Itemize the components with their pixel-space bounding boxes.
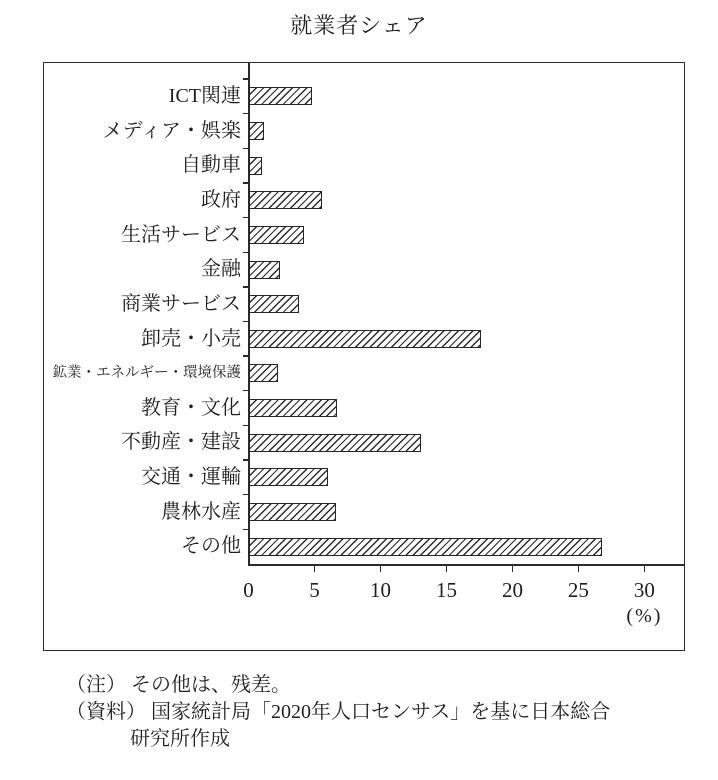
- bar-2: [249, 157, 262, 175]
- bar-10: [249, 434, 422, 452]
- bar-0: [249, 87, 312, 105]
- bar-8: [249, 364, 278, 382]
- bar-7: [249, 330, 481, 348]
- bar-6: [249, 295, 299, 313]
- category-label: 交通・運輸: [141, 466, 241, 489]
- y-axis-tick: [243, 182, 249, 183]
- x-tick-label: 10: [369, 578, 391, 602]
- note-remark: （注） その他は、残差。: [66, 674, 291, 696]
- category-label: メディア・娯楽: [102, 119, 241, 142]
- category-label: 鉱業・エネルギー・環境保護: [52, 365, 241, 382]
- category-label: 金融: [201, 258, 241, 281]
- x-axis-tick: [446, 564, 447, 572]
- y-axis-tick: [243, 78, 249, 79]
- y-axis-tick: [243, 217, 249, 218]
- bar-11: [249, 468, 328, 486]
- x-tick-label: 25: [567, 578, 589, 602]
- category-label: その他: [181, 535, 241, 558]
- y-axis-tick: [243, 390, 249, 391]
- category-label: 自動車: [181, 154, 241, 177]
- y-axis-tick: [243, 355, 249, 356]
- y-axis-tick: [243, 286, 249, 287]
- y-axis-tick: [243, 425, 249, 426]
- x-tick-label: 5: [309, 578, 320, 602]
- x-tick-label: 15: [435, 578, 457, 602]
- bar-5: [249, 261, 281, 279]
- note-source-line2: 研究所作成: [130, 728, 230, 750]
- bar-4: [249, 226, 304, 244]
- y-axis-tick: [243, 252, 249, 253]
- x-axis-unit-label: (%): [626, 605, 663, 627]
- y-axis-tick: [243, 148, 249, 149]
- bar-13: [249, 538, 603, 556]
- y-axis-tick: [243, 459, 249, 460]
- category-label: 商業サービス: [121, 292, 241, 315]
- bar-12: [249, 503, 336, 521]
- category-label: 教育・文化: [141, 396, 241, 419]
- y-axis-tick: [243, 494, 249, 495]
- bar-1: [249, 122, 265, 140]
- category-label: 卸売・小売: [141, 327, 241, 350]
- y-axis-tick: [243, 529, 249, 530]
- x-tick-label: 20: [501, 578, 523, 602]
- chart-plot-area: [43, 62, 685, 651]
- category-label: 政府: [201, 188, 241, 211]
- chart-title: 就業者シェア: [290, 13, 428, 38]
- category-label: ICT関連: [168, 85, 241, 107]
- y-axis-tick: [243, 113, 249, 114]
- x-tick-label: 30: [633, 578, 655, 602]
- x-axis-tick: [380, 564, 381, 572]
- bar-3: [249, 191, 323, 209]
- x-axis-tick: [512, 564, 513, 572]
- x-axis-tick: [578, 564, 579, 572]
- category-label: 不動産・建設: [121, 431, 241, 454]
- y-axis-tick: [243, 321, 249, 322]
- note-source-line1: （資料） 国家統計局「2020年人口センサス」を基に日本総合: [66, 701, 611, 723]
- x-axis-tick: [644, 564, 645, 572]
- bar-9: [249, 399, 337, 417]
- category-label: 農林水産: [161, 500, 241, 523]
- x-axis-tick: [314, 564, 315, 572]
- category-label: 生活サービス: [121, 223, 241, 246]
- x-tick-label: 0: [243, 578, 254, 602]
